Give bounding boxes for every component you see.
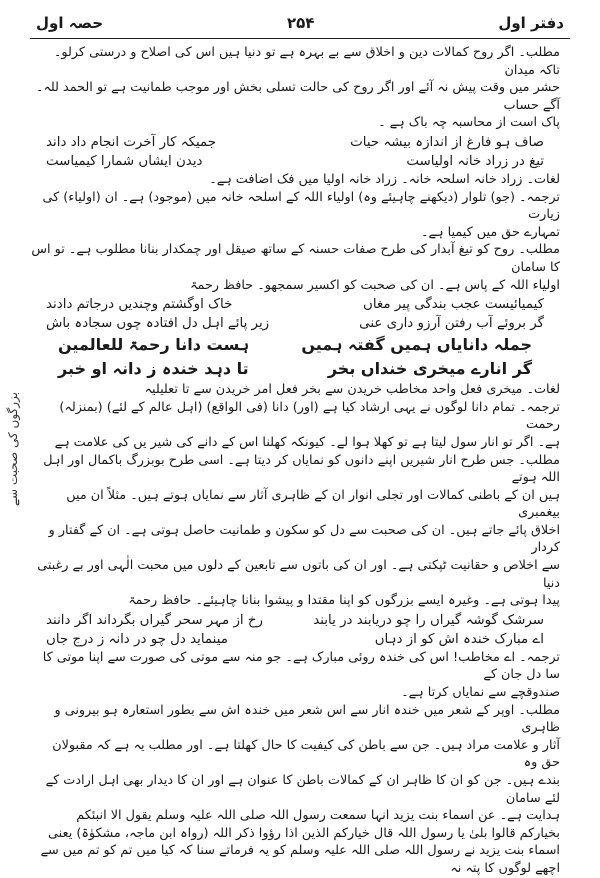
verse-right: جملہ دانایاں ہمیں گفتہ ہمیں bbox=[301, 335, 532, 355]
text-line: اخلاق پائے جاتے ہیں۔ ان کی صحبت سے دل کو سکون و طمانیت حاصل ہوتی ہے۔ ان کے گفتار و کردار bbox=[48, 522, 560, 556]
verse-right: گر انارے میخری خنداں بخر bbox=[327, 359, 532, 379]
verse-couplet bbox=[30, 630, 560, 649]
verse-couplet bbox=[30, 611, 560, 630]
text-line: سے اخلاص و حقانیت ٹپکتی ہے۔ اور ان کی باتوں سے تابعین کے دلوں میں محبت الٰہی اور بے رغبتی دنیا bbox=[37, 558, 560, 591]
text-line: ترجمہ۔ اے مخاطب! اس کی خندہ روئی مبارک ہے۔ جو منہ سے موتی کی صورت سے اپنا موتی کا سا دل جان کے bbox=[42, 649, 560, 683]
paragraph-p3 bbox=[30, 381, 560, 610]
text-line: اولیاء اللہ کے پاس ہے۔ ان کی صحبت کو اکسیر سمجھو۔ حافظ رحمۃ bbox=[190, 277, 560, 293]
verse-couplet bbox=[30, 133, 560, 152]
verse-left: تا دہد خندہ ز دانہ او خبر bbox=[58, 359, 249, 379]
text-line: ترجمہ۔ تمام دانا لوگوں نے یہی ارشاد کیا ہے (اور) دانا (فی الواقع) (اہل عالم کے لئے) (بمنزلہ) رحمت bbox=[59, 399, 560, 433]
verse-couplet bbox=[30, 295, 560, 314]
text-line: آثار و علامت مراد ہیں۔ جن سے باطن کی کیفیت کا حال کھلتا ہے۔ اور مطلب یہ ہے کہ مقبولان حق وہ bbox=[52, 737, 560, 771]
text-line: ہیں ان کے باطنی کمالات اور تجلی انوار ان کے ظاہری آثار سے نمایاں ہوتے ہیں۔ مثلاً ان میں بیغمبری bbox=[66, 487, 560, 521]
text-line: لغات۔ زراد خانہ اسلحہ خانہ۔ زراد خانہ اولیا میں فک اضافت ہے۔ bbox=[209, 171, 560, 187]
verse-left: زیر پائے اہل دل افتادہ چوں سجادہ باش bbox=[46, 316, 270, 332]
verse-right: اے مبارک خندہ اش کو از دہاں bbox=[374, 631, 544, 647]
text-line: مطلب۔ جس طرح انار شیریں اپنے دانوں کو نمایاں کر دیتا ہے۔ اسی طرح بوبزرگ باکمال اور اہل اللہ ہوتے bbox=[43, 452, 560, 486]
main-verse-couplet bbox=[30, 333, 560, 357]
page-header bbox=[36, 12, 564, 34]
text-line: لغات۔ میخری فعل واحد مخاطب خریدن سے بخر فعل امر خریدن سے تا تعلیلیہ bbox=[144, 382, 560, 398]
text-line: اسماء بنت یزید نے رسول اللہ صلی اللہ علیہ وسلم کو یہ فرماتے سنا کہ کیا میں تم کو تم میں سے اچھے لوگوں کا پتہ نہ bbox=[40, 843, 560, 876]
text-line: بخیارکم قالوا بلیٰ یا رسول اللہ قال خیارکم الذین اذا رؤوا ذکر اللہ (رواہ ابن ماجہ، مشکوٰۃ) یعنی bbox=[48, 825, 560, 841]
header-rule bbox=[30, 38, 570, 39]
text-line: صندوقچے سے نمایاں کرتا ہے۔ bbox=[401, 685, 560, 701]
verse-right: گر بروئے آب رفتن آرزو داری عنی bbox=[359, 316, 544, 332]
verse-couplet bbox=[30, 152, 560, 171]
paragraph-p1 bbox=[30, 44, 560, 132]
text-line: حشر میں وقت پیش نہ آئے اور اگر روح کی حالت تسلی بخش اور موجب طمانیت ہے تو الحمد للہ۔ آگے حساب bbox=[35, 80, 560, 113]
page-number: ۲۵۴ bbox=[286, 14, 315, 32]
verse-left: مینماید دل چو در دانہ ز درج جاں bbox=[46, 631, 228, 647]
text-line: مطلب۔ اوپر کے شعر میں خندہ انار سے اس شعر میں خندہ اش سے بطور استعارہ ہو بیرونی و ظاہری bbox=[54, 702, 560, 736]
verse-left: ہست دانا رحمۃ للعالمین bbox=[58, 335, 250, 355]
header-left-title: حصہ اول bbox=[36, 14, 104, 32]
paragraph-p2 bbox=[30, 171, 560, 294]
text-line: تمہارے حق میں کیمیا ہے۔ bbox=[421, 224, 560, 240]
text-line: پاک است از محاسبہ چہ باک ہے ۔ bbox=[378, 115, 560, 131]
text-line: بندے ہیں۔ جن کو ان کا ظاہر ان کے کمالات باطن کا عنوان ہے اور ان کا دیدار بھی اہل ارادت کے لئے سامان bbox=[45, 773, 560, 806]
text-line: پیدا ہوتی ہے۔ وغیرہ ایسے بزرگوں کو اپنا مقتدا و پیشوا بنانا چاہیئے۔ حافظ رحمۃ bbox=[128, 593, 560, 609]
verse-right: سرشک گوشہ گیراں را چو دریابند در یابند bbox=[313, 612, 544, 628]
verse-left: خاک اوگشتم وچندیں درجاتم دادند bbox=[46, 297, 233, 313]
verse-left: دیدن ایشاں شمارا کیمیاست bbox=[46, 153, 203, 169]
text-line: ہے۔ اگر تو انار سول لیتا ہے تو کھلا ہوا لے۔ کیونکہ کھلنا اس کے دانے کی شیر یں کی علامت ہے bbox=[54, 434, 560, 450]
verse-left: جمیکہ کار آخرت انجام داد داند bbox=[46, 134, 217, 150]
text-line: مطلب۔ روح کو تیغ آبدار کی طرح صفات حسنہ کے ساتھ صیقل اور چمکدار بنانا مطلوب ہے۔ تو اس کا سامان bbox=[31, 242, 560, 275]
margin-handwritten-note: بزرگوں کی صحبت سے bbox=[6, 392, 20, 507]
text-line: ہدایت ہے۔ عن اسماء بنت یزید انہا سمعت رسول اللہ صلی اللہ علیہ وسلم یقول الا انبئکم bbox=[76, 808, 560, 824]
text-line: ترجمہ۔ (جو) تلوار (دیکھنے چاہیئے وہ) اولیاء اللہ کے اسلحہ خانہ میں (موجود) ہے۔ ان (اولیاء) کی زیارت bbox=[42, 189, 560, 223]
verse-couplet bbox=[30, 314, 560, 333]
verse-right: تیغ در زراد خانہ اولیاست bbox=[406, 153, 544, 169]
paragraph-p4 bbox=[30, 649, 560, 878]
page-body bbox=[30, 44, 560, 876]
verse-right: صاف ہو فارغ از اندازہ بیشہ حیات bbox=[350, 134, 544, 150]
verse-left: رخ از مہر سحر گیراں بگرداند اگر دانند bbox=[46, 612, 264, 628]
verse-right: کیمیائیست عجب بندگی پیر مغاں bbox=[363, 297, 544, 313]
text-line: مطلب۔ اگر روح کمالات دین و اخلاق سے بے بہرہ ہے تو دنیا ہیں اس کی اصلاح و درستی کرلو۔ تاکہ میدان bbox=[53, 45, 560, 78]
main-verse-couplet bbox=[30, 357, 560, 381]
header-right-title: دفتر اول bbox=[498, 14, 564, 32]
